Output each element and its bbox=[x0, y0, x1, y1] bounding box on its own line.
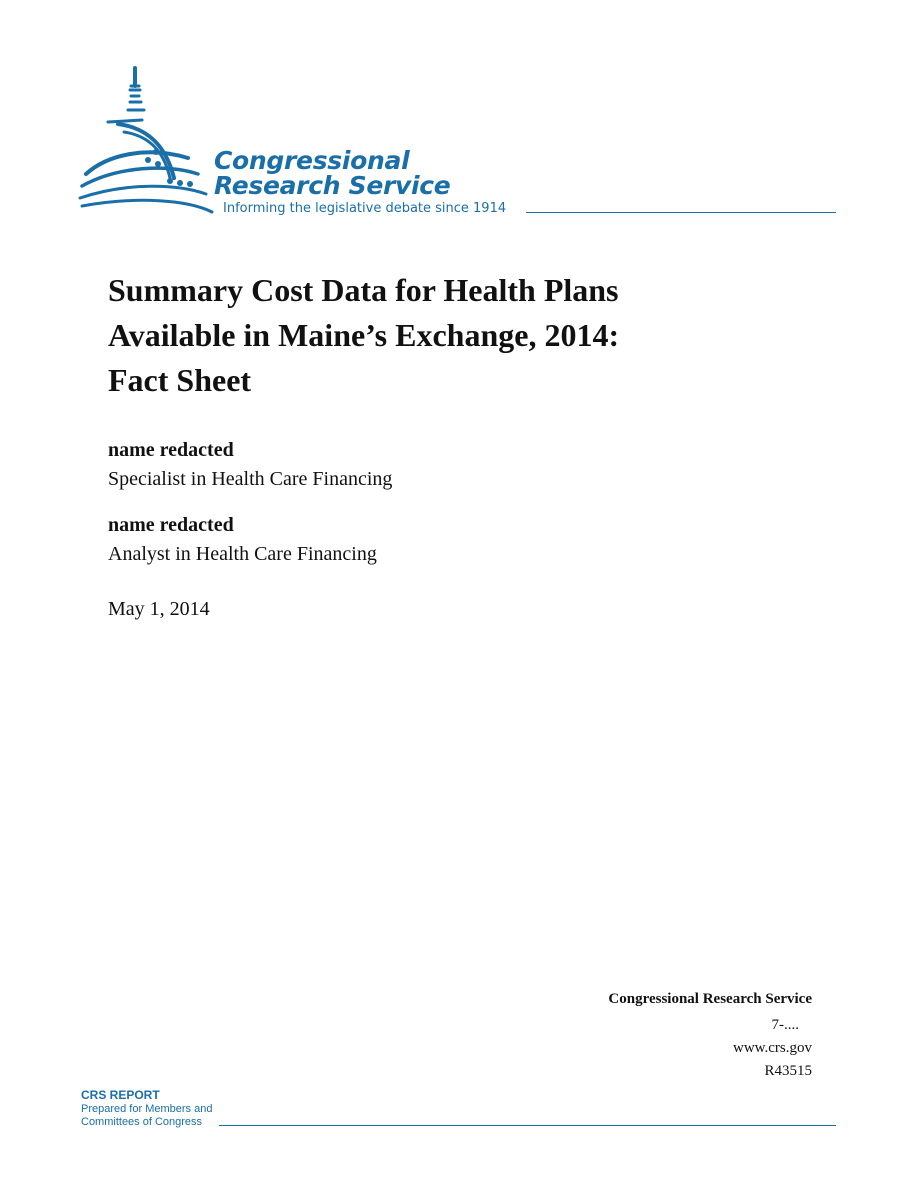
tagline-rule bbox=[526, 212, 836, 213]
author-name: name redacted bbox=[108, 439, 234, 461]
crs-report-footer bbox=[81, 1089, 212, 1128]
publisher-website: www.crs.gov bbox=[732, 1040, 812, 1056]
logo-wordmark-line2: Research Service bbox=[214, 171, 451, 200]
report-title-line1: Summary Cost Data for Health Plans bbox=[108, 272, 619, 308]
report-title-line2: Available in Maine’s Exchange, 2014: bbox=[108, 317, 620, 353]
crs-report-line3: Committees of Congress bbox=[81, 1116, 203, 1128]
publisher-code: 7-.... bbox=[771, 1017, 799, 1033]
report-number: R43515 bbox=[764, 1063, 812, 1079]
report-title bbox=[108, 268, 619, 403]
logo-wordmark-line1: Congressional bbox=[214, 146, 410, 175]
author-title: Specialist in Health Care Financing bbox=[108, 468, 393, 490]
logo-tagline: Informing the legislative debate since 1914 bbox=[223, 201, 507, 216]
crs-report-label: CRS REPORT bbox=[81, 1088, 160, 1102]
crs-report-line2: Prepared for Members and bbox=[81, 1103, 213, 1115]
footer-rule bbox=[219, 1125, 836, 1126]
report-title-line3: Fact Sheet bbox=[108, 362, 252, 398]
publisher-org: Congressional Research Service bbox=[608, 991, 812, 1007]
author-title: Analyst in Health Care Financing bbox=[108, 543, 377, 565]
publisher-block bbox=[608, 992, 812, 1087]
capitol-dome-icon bbox=[78, 66, 218, 216]
author-name: name redacted bbox=[108, 514, 234, 536]
report-date: May 1, 2014 bbox=[108, 598, 210, 620]
